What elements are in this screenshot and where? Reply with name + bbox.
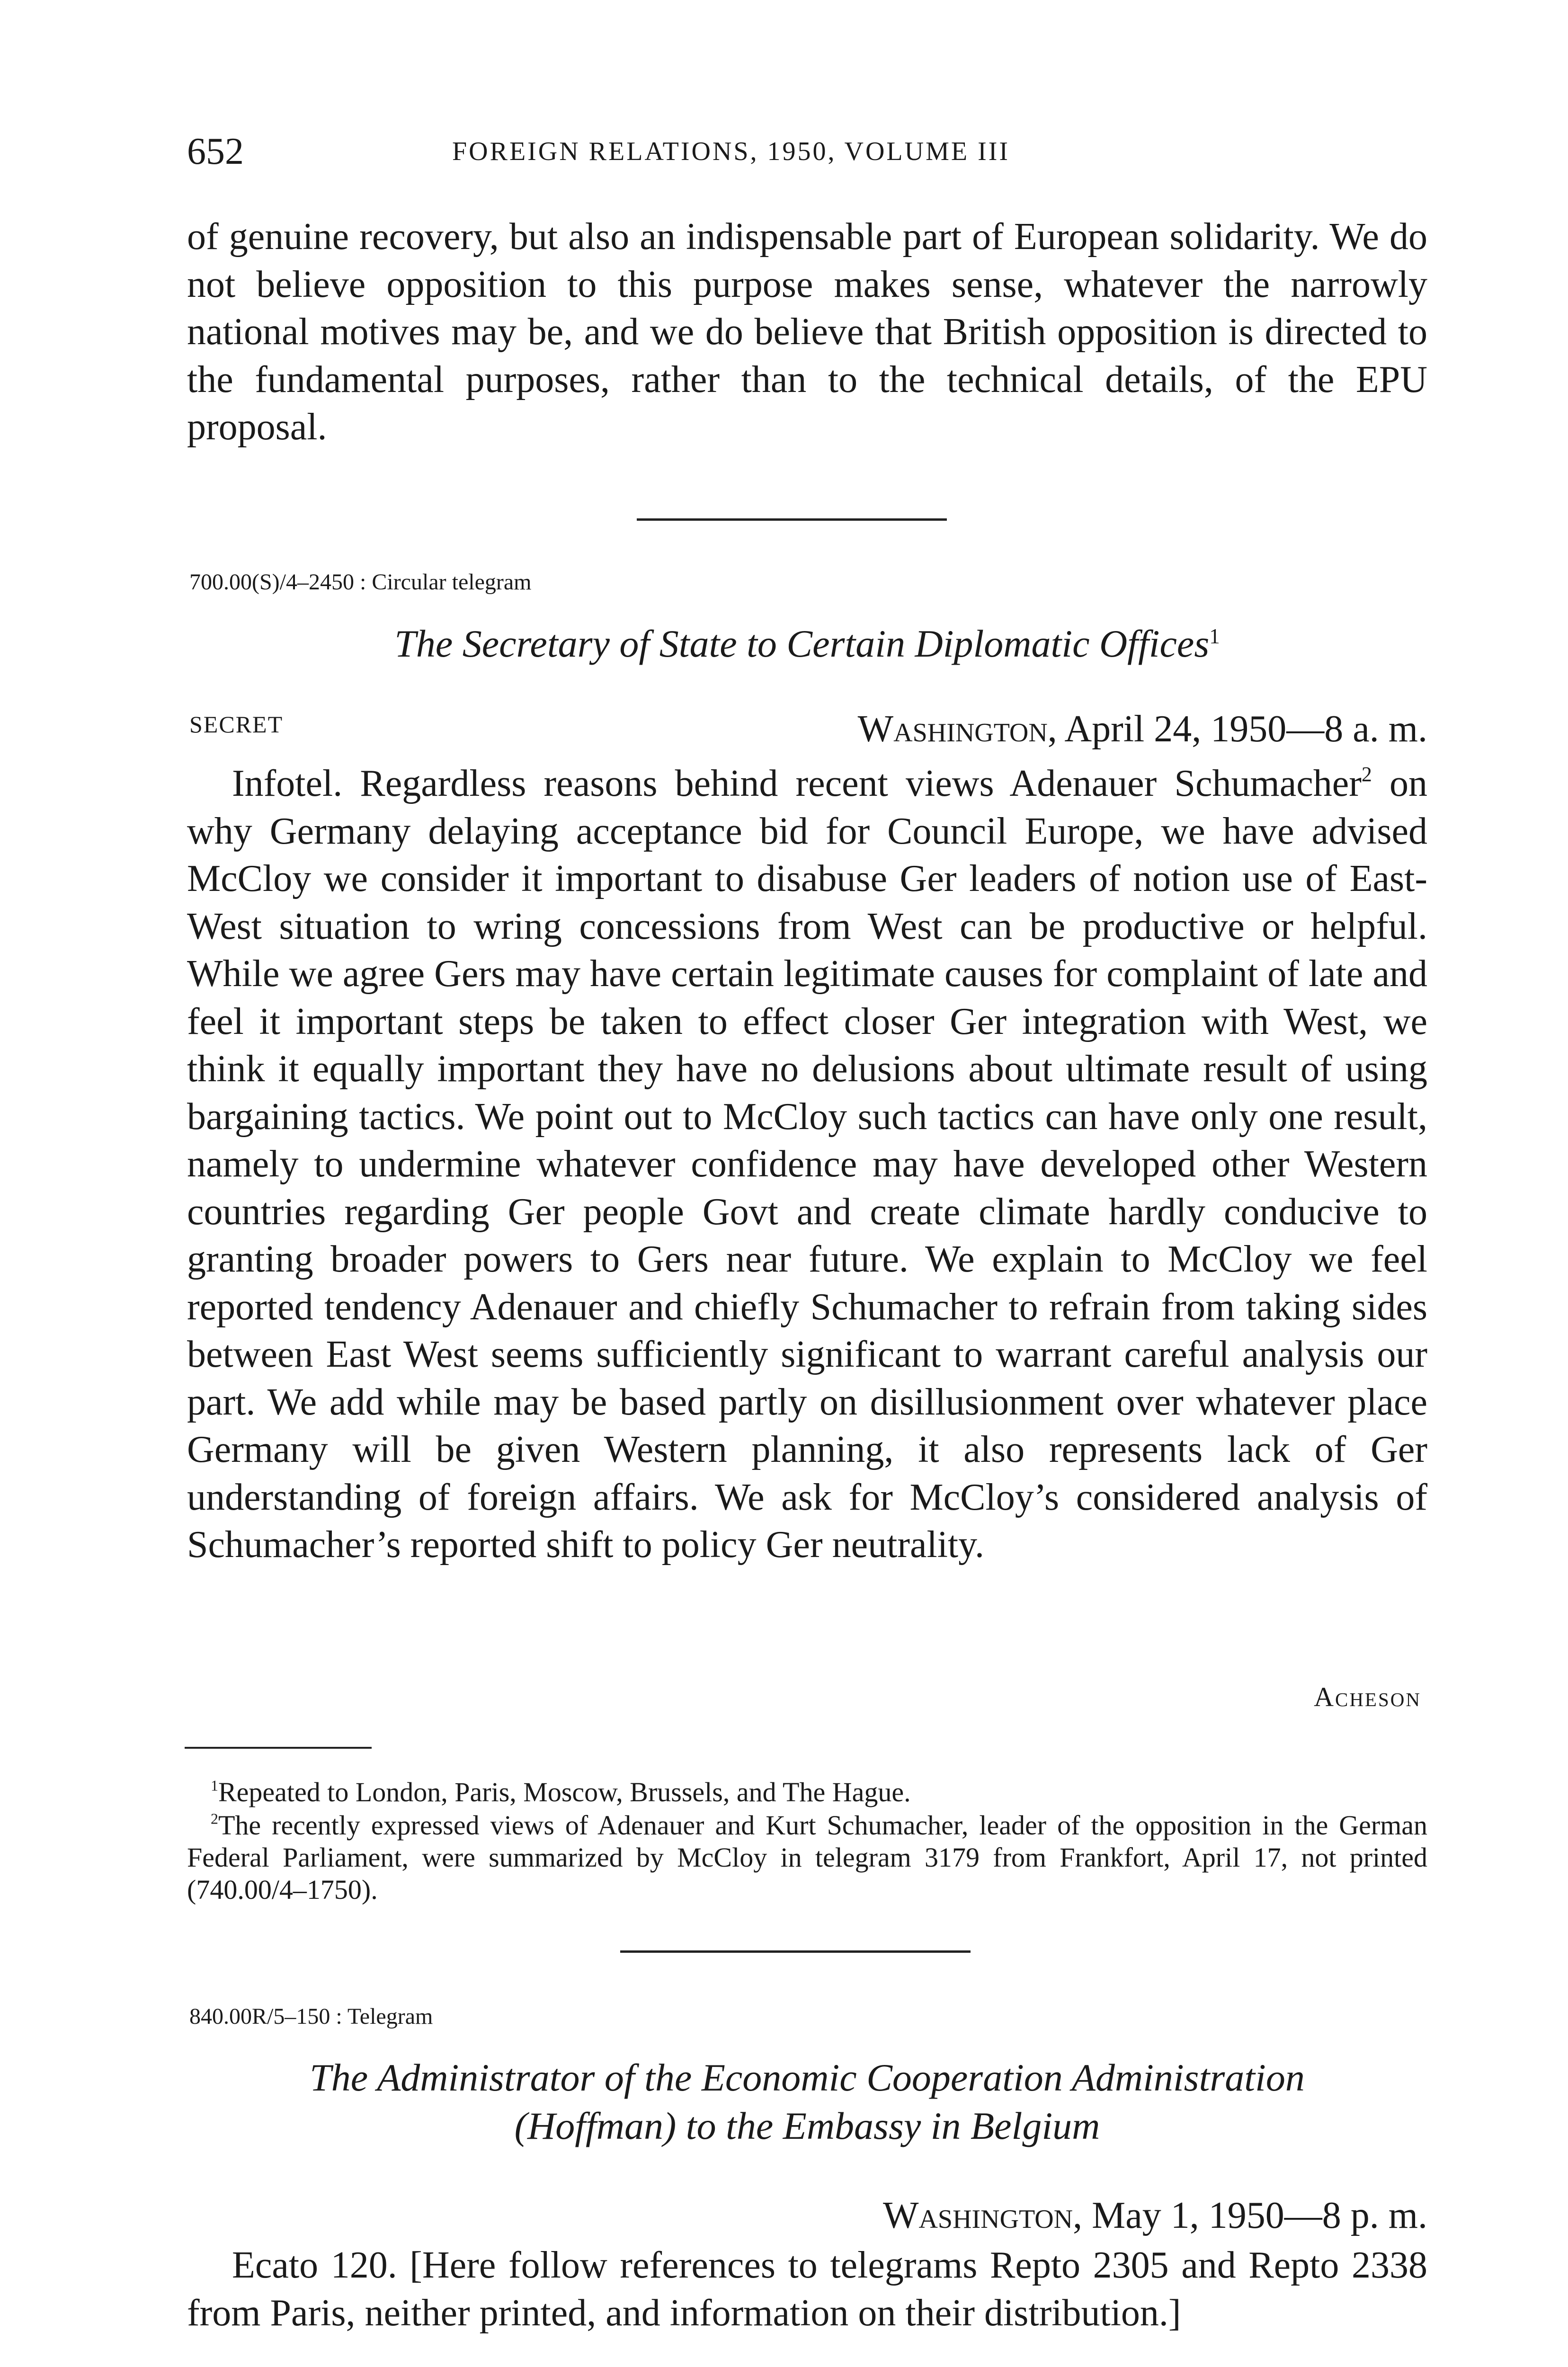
page-number: 652 [187, 131, 244, 172]
footnote-1-text: Repeated to London, Paris, Moscow, Brussels, and The Hague. [218, 1777, 911, 1807]
doc1-body-rest: on why Germany delaying acceptance bid for Council Europe, we have advised McCloy we consider it important to disabuse Ger leaders of notion use of East-West situation to wring concessions from West can be productive or helpful. While we agree Gers may have certain legitimate causes for complaint of late and feel it important steps be taken to effect closer Ger integration with West, we think it equally important they have no delusions about ultimate result of using bargaining tactics. We point out to McCloy such tactics can have only one result, namely to undermine whatever confidence may have developed other Western countries regarding Ger people Govt and create climate hardly conducive to granting broader powers to Gers near future. We explain to McCloy we feel reported tendency Adenauer and chiefly Schumacher to refrain from taking sides between East West seems sufficiently significant to warrant careful analysis our part. We add while may be based partly on disillusionment over whatever place Germany will be given Western planning, it also represents lack of Ger understanding of foreign affairs. We ask for McCloy’s considered analysis of Schumacher’s reported shift to policy Ger neutrality. [187, 763, 1428, 1566]
footnote-1 [187, 1776, 1427, 1808]
doc2-place: Washington, [882, 2195, 1083, 2236]
continuation-paragraph: of genuine recovery, but also an indispensable part of European solidarity. We do not believe opposition to this purpose makes sense, whatever the narrowly national motives may be, and we do believe that British opposition is directed to the fundamental purposes, rather than to the technical details, of the EPU proposal. [187, 216, 1427, 448]
doc1-place: Washington, [857, 708, 1057, 750]
section-divider [620, 1950, 971, 1953]
doc1-date: April 24, 1950—8 a. m. [1057, 708, 1427, 750]
running-head: FOREIGN RELATIONS, 1950, VOLUME III [452, 137, 1010, 166]
doc1-title-text: The Secretary of State to Certain Diplomatic Offices [394, 622, 1210, 665]
doc2-title-line-2: (Hoffman) to the Embassy in Belgium [514, 2104, 1100, 2147]
doc1-title-footnote-mark: 1 [1209, 624, 1220, 648]
footnote-rule [185, 1747, 372, 1749]
doc1-dateline [858, 705, 1427, 753]
doc2-date: May 1, 1950—8 p. m. [1082, 2195, 1427, 2236]
footnote-2-text: The recently expressed views of Adenauer and Kurt Schumacher, leader of the opposition in the German Federal Parliament, were summarized by McCloy in telegram 3179 from Frankfort, April 17, not printed (740.00/4–1750). [187, 1810, 1427, 1905]
doc2-body-block [187, 2242, 1427, 2337]
doc2-dateline [883, 2192, 1427, 2239]
footnote-2 [187, 1809, 1427, 1906]
footnote-2-mark: 2 [211, 1810, 218, 1827]
doc2-body: Ecato 120. [Here follow references to telegrams Repto 2305 and Repto 2338 from Paris, neither printed, and information on their distribution.] [187, 2244, 1427, 2334]
doc1-file-reference: 700.00(S)/4–2450 : Circular telegram [189, 570, 532, 595]
page-header [187, 125, 1423, 178]
doc2-title-line-1: The Administrator of the Economic Cooperation Administration [310, 2056, 1305, 2099]
doc1-signature: Acheson [1314, 1682, 1421, 1712]
doc1-classification: SECRET [189, 711, 284, 738]
doc1-body [187, 760, 1427, 1569]
doc1-body-footnote-mark: 2 [1361, 763, 1372, 786]
doc1-body-start: Infotel. Regardless reasons behind recent views Adenauer Schumacher [232, 763, 1362, 804]
continuation-paragraph-block [187, 213, 1427, 451]
doc2-file-reference: 840.00R/5–150 : Telegram [189, 2004, 433, 2029]
section-divider [637, 518, 947, 521]
doc1-body-block [187, 760, 1427, 1569]
doc1-title [187, 611, 1427, 669]
footnote-1-mark: 1 [211, 1777, 218, 1794]
